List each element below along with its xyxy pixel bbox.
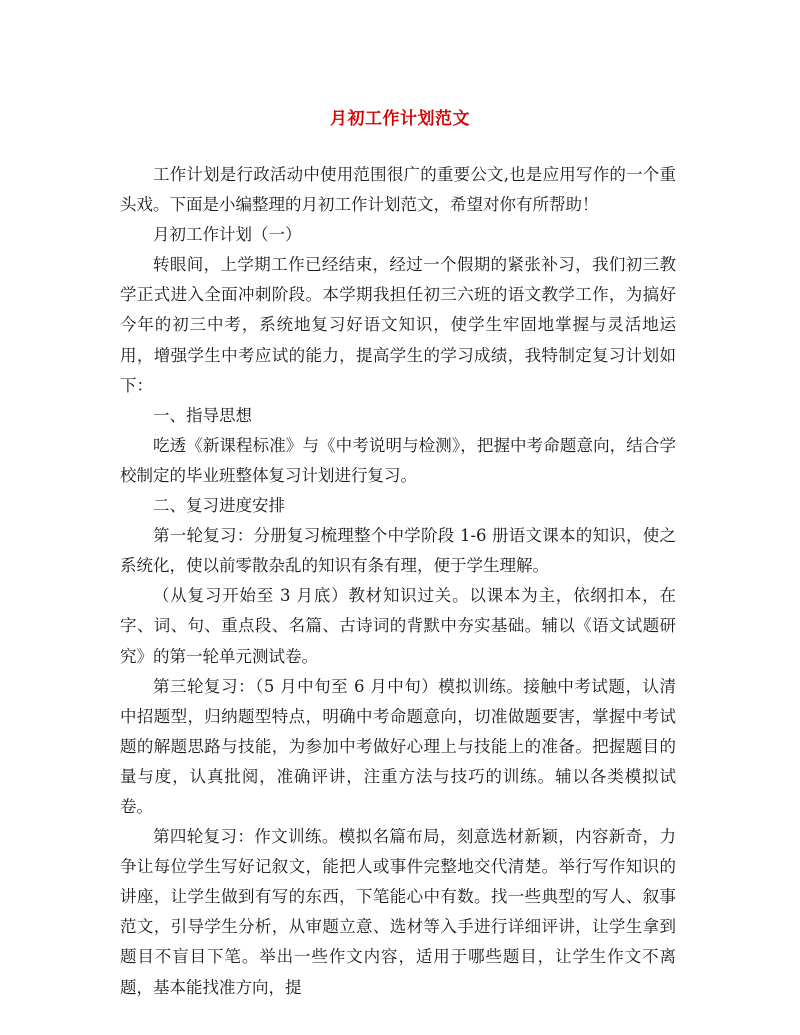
body-paragraph: 吃透《新课程标准》与《中考说明与检测》，把握中考命题意向，结合学校制定的毕业班整体复习计划进行复习。: [120, 435, 676, 485]
document-body: [120, 160, 676, 1003]
section-heading-plan-1: 月初工作计划（一）: [153, 225, 302, 245]
section-heading-guiding-thought: 一、指导思想: [153, 405, 252, 425]
body-paragraph: 转眼间，上学期工作已经结束，经过一个假期的紧张补习，我们初三教学正式进入全面冲刺阶段。本学期我担任初三六班的语文教学工作，为搞好今年的初三中考，系统地复习好语文知识，使学生牢固地掌握与灵活地运用，增强学生中考应试的能力，提高学生的学习成绩，我特制定复习计划如下：: [120, 255, 676, 395]
body-paragraph: 第四轮复习：作文训练。模拟名篇布局，刻意选材新颖，内容新奇，力争让每位学生写好记叙文，能把人或事件完整地交代清楚。举行写作知识的讲座，让学生做到有写的东西，下笔能心中有数。找一些典型的写人、叙事范文，引导学生分析，从审题立意、选材等入手进行详细评讲，让学生拿到题目不盲目下笔。举出一些作文内容，适用于哪些题目，让学生作文不离题，基本能找准方向，提: [120, 827, 676, 997]
body-paragraph: 第一轮复习：分册复习梳理整个中学阶段 1-6 册语文课本的知识，使之系统化，使以前零散杂乱的知识有条有理，便于学生理解。: [120, 526, 676, 576]
body-paragraph: （从复习开始至 3 月底）教材知识过关。以课本为主，依纲扣本，在字、词、句、重点段、名篇、古诗词的背默中夯实基础。辅以《语文试题研究》的第一轮单元测试卷。: [120, 586, 676, 666]
section-heading-review-schedule: 二、复习进度安排: [153, 496, 285, 516]
intro-paragraph: 工作计划是行政活动中使用范围很广的重要公文,也是应用写作的一个重头戏。下面是小编整理的月初工作计划范文，希望对你有所帮助！: [120, 165, 676, 215]
document-title: 月初工作计划范文: [330, 109, 470, 129]
body-paragraph: 第三轮复习：（5 月中旬至 6 月中旬）模拟训练。接触中考试题，认清中招题型，归纳题型特点，明确中考命题意向，切准做题要害，掌握中考试题的解题思路与技能，为参加中考做好心理上与技能上的准备。把握题目的量与度，认真批阅，准确评讲，注重方法与技巧的训练。辅以各类模拟试卷。: [120, 676, 676, 816]
